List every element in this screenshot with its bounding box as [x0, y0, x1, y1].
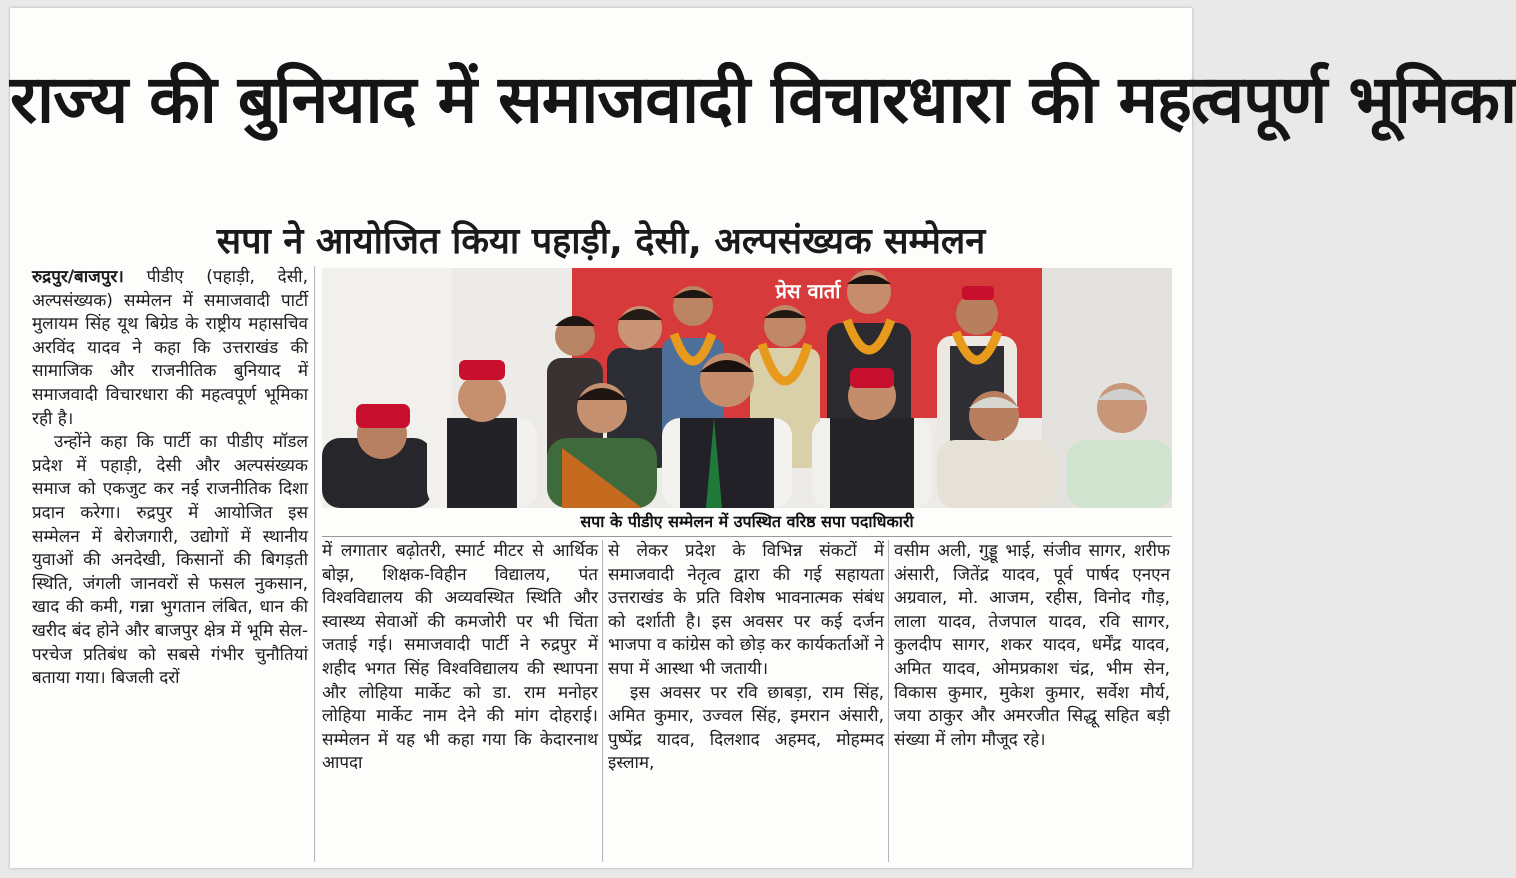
article-paragraph: वसीम अली, गुड्डू भाई, संजीव सागर, शरीफ अंसारी, जितेंद्र यादव, पूर्व पार्षद एनएन अग्रवाल, मो. आजम, रहीस, विनोद गौड़, लाला यादव, तेजपाल यादव, रवि सागर, कुलदीप सागर, शकर यादव, धर्मेंद्र यादव, अमित यादव, ओमप्रकाश चंद्र, भीम सेन, विकास कुमार, मुकेश कुमार, सर्वेश मौर्य, जया ठाकुर और अमरजीत सिद्धू सहित बड़ी संख्या में लोग मौजूद रहे। [894, 541, 1170, 750]
photo-caption: सपा के पीडीए सम्मेलन में उपस्थित वरिष्ठ सपा पदाधिकारी [322, 508, 1172, 537]
article-paragraph: उन्होंने कहा कि पार्टी का पीडीए मॉडल प्रदेश में पहाड़ी, देसी और अल्पसंख्यक समाज को एकजुट कर नई राजनीतिक दिशा प्रदान करेगा। रुद्रपुर में आयोजित इस सम्मेलन में बेरोजगारी, उद्योगों में स्थानीय युवाओं की अनदेखी, किसानों की बिगड़ती स्थिति, जंगली जानवरों से फसल नुकसान, खाद की कमी, गन्ना भुगतान लंबित, धान की खरीद बंद होने और बाजपुर क्षेत्र में भूमि सेल-परचेज प्रतिबंध को सबसे गंभीर चुनौतियां बताया गया। बिजली दरों [32, 432, 308, 689]
newspaper-clipping [10, 8, 1516, 868]
article-paragraph [32, 266, 308, 431]
article-column-4 [894, 540, 1170, 862]
dateline: रुद्रपुर/बाजपुर। [32, 267, 124, 287]
paragraph-text: पीडीए (पहाड़ी, देसी, अल्पसंख्यक) सम्मेलन में समाजवादी पार्टी मुलायम सिंह यूथ बिग्रेड के राष्ट्रीय महासचिव अरविंद यादव ने कहा कि उत्तराखंड की सामाजिक और राजनीतिक बुनियाद में समाजवादी विचारधारा की महत्वपूर्ण भूमिका रही है। [32, 267, 308, 429]
article-paragraph: में लगातार बढ़ोतरी, स्मार्ट मीटर से आर्थिक बोझ, शिक्षक-विहीन विद्यालय, पंत विश्वविद्यालय की अव्यवस्थित स्थिति और स्वास्थ्य सेवाओं की कमजोरी पर भी चिंता जताई गई। समाजवादी पार्टी ने रुद्रपुर में शहीद भगत सिंह विश्वविद्यालय की स्थापना और लोहिया मार्केट को डा. राम मनोहर लोहिया मार्केट नाम देने की मांग दोहराई। सम्मेलन में यह भी कहा गया कि केदारनाथ आपदा [322, 541, 598, 774]
group-photo-illustration [322, 268, 1172, 508]
news-photo [322, 268, 1172, 508]
article-paragraph: इस अवसर पर रवि छाबड़ा, राम सिंह, अमित कुमार, उज्वल सिंह, इमरान अंसारी, पुष्पेंद्र यादव, दिलशाद अहमद, मोहम्मद इस्लाम, [608, 682, 884, 774]
banner-text: प्रेस वार्ता [775, 279, 841, 303]
subheadline: सपा ने आयोजित किया पहाड़ी, देसी, अल्पसंख्यक सम्मेलन [216, 221, 986, 262]
article-column-2 [322, 540, 598, 862]
article-paragraph: से लेकर प्रदेश के विभिन्न संकटों में समाजवादी नेतृत्व द्वारा की गई सहायता उत्तराखंड के प्रति विशेष भावनात्मक संबंध को दर्शाती है। इस अवसर पर कई दर्जन भाजपा व कांग्रेस को छोड़ कर कार्यकर्ताओं ने सपा में आस्था भी जतायी। [608, 541, 884, 679]
headline: राज्य की बुनियाद में समाजवादी विचारधारा की महत्वपूर्ण भूमिका [10, 61, 1516, 138]
article-column-3 [608, 540, 884, 862]
column-rule [314, 266, 315, 862]
column-rule [602, 540, 603, 862]
article-column-1 [32, 266, 308, 862]
column-rule [888, 540, 889, 862]
